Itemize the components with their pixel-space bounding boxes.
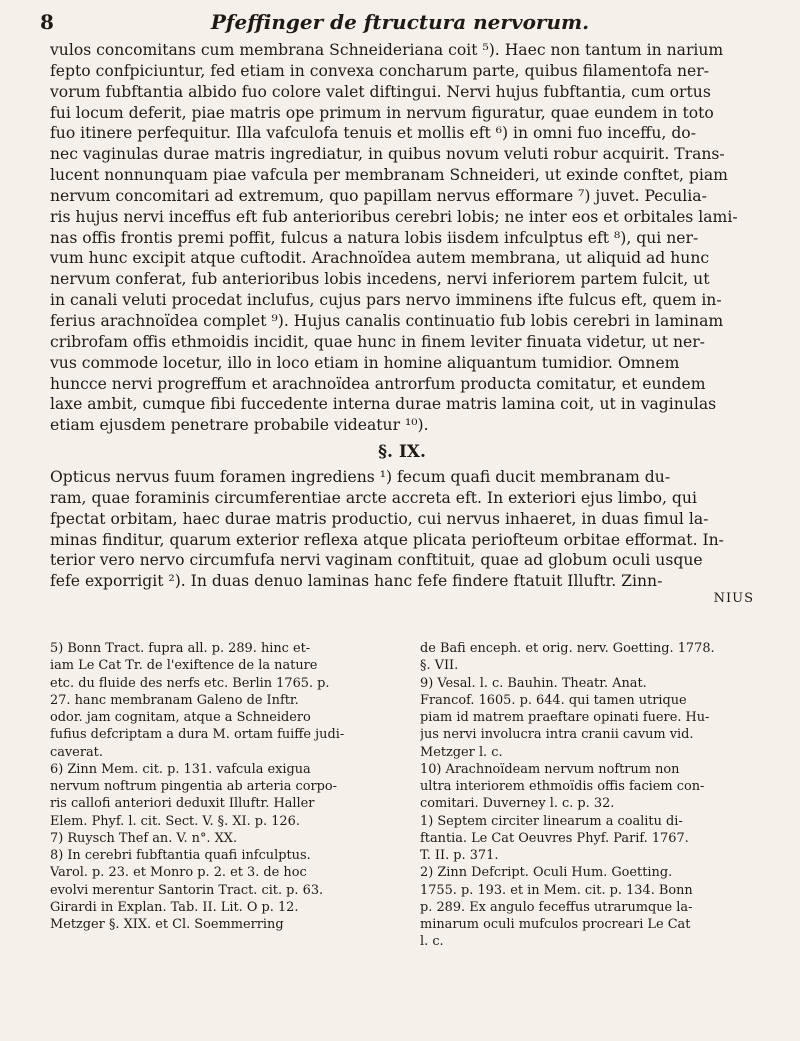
text-line: in canali veluti procedat inclufus, cujus pars nervo imminens ifte fulcus eft, quem in- xyxy=(50,291,722,310)
footnote-line: jus nervi involucra intra cranii cavum vid. xyxy=(420,727,694,743)
text-line: fuo itinere perfequitur. Illa vafculofa tenuis et mollis eft ⁶) in omni fuo inceffu, do- xyxy=(50,124,696,143)
text-line: lucent nonnunquam piae vafcula per membranam Schneideri, ut exinde conftet, piam xyxy=(50,166,728,185)
footnote-line: 27. hanc membranam Galeno de Inftr. xyxy=(50,692,299,708)
footnote-line: T. II. p. 371. xyxy=(420,848,499,863)
text-line: ris hujus nervi inceffus eft fub anterioribus cerebri lobis; ne inter eos et orbitales lami- xyxy=(50,207,738,226)
running-head: Pfeffinger de ftructura nervorum. xyxy=(210,10,590,34)
footnote-line: piam id matrem praeftare opinati fuere. Hu- xyxy=(420,710,710,725)
footnote-line: comitari. Duverney l. c. p. 32. xyxy=(420,796,615,812)
footnote-line: nervum noftrum pingentia ab arteria corpo- xyxy=(50,779,338,794)
text-line: etiam ejusdem penetrare probabile videatur ¹⁰). xyxy=(50,416,429,435)
footnote-line: 2) Zinn Defcript. Oculi Hum. Goetting. xyxy=(420,865,673,881)
footnote-line: 7) Ruysch Thef an. V. n°. XX. xyxy=(50,830,238,846)
page-number: 8 xyxy=(40,10,54,34)
footnote-line: Varol. p. 23. et Monro p. 2. et 3. de hoc xyxy=(50,865,307,881)
text-line: fepto confpiciuntur, fed etiam in convexa concharum parte, quibus filamentofa ner- xyxy=(50,61,710,80)
footnote-line: odor. jam cognitam, atque a Schneidero xyxy=(50,710,311,725)
text-line: terior vero nervo circumfufa nervi vaginam conftituit, quae ad globum oculi usque xyxy=(50,551,703,570)
text-line: vorum fubftantia albido fuo colore valet diftingui. Nervi hujus fubftantia, cum ortus xyxy=(50,82,711,101)
footnote-line: ultra interiorem ethmoïdis offis faciem con- xyxy=(420,779,705,794)
footnote-line: 1755. p. 193. et in Mem. cit. p. 134. Bonn xyxy=(420,882,693,898)
text-line: vulos concomitans cum membrana Schneideriana coit ⁵). Haec non tantum in narium xyxy=(50,41,724,59)
footnotes-left-column xyxy=(50,640,400,933)
text-line: fui locum deferit, piae matris ope primum in nervum figuratur, quae eundem in toto xyxy=(50,103,714,122)
footnote-line: 8) In cerebri fubftantia quafi infculptus. xyxy=(50,848,311,863)
text-line: nec vaginulas durae matris ingrediatur, in quibus novum veluti robur acquirit. Trans- xyxy=(50,145,725,164)
footnote-line: minarum oculi mufculos procreari Le Cat xyxy=(420,917,691,932)
text-line: vum hunc excipit atque cuftodit. Arachnoïdea autem membrana, ut aliquid ad hunc xyxy=(50,249,710,268)
text-line: huncce nervi progreffum et arachnoïdea antrorfum producta comitatur, et eundem xyxy=(50,374,706,393)
paragraph-continuation xyxy=(50,40,754,436)
footnote-line: de Bafi enceph. et orig. nerv. Goetting. 1778. xyxy=(420,641,715,656)
page-header xyxy=(0,4,800,38)
main-text xyxy=(50,40,754,606)
footnote-line: 5) Bonn Tract. fupra all. p. 289. hinc et- xyxy=(50,641,311,656)
text-line: nas offis frontis premi poffit, fulcus a natura lobis iisdem infculptus eft ⁸), qui ner- xyxy=(50,228,699,247)
footnote-line: evolvi merentur Santorin Tract. cit. p. 63. xyxy=(50,882,324,898)
text-line: cribrofam offis ethmoidis incidit, quae hunc in finem leviter finuata videtur, ut ner- xyxy=(50,332,705,351)
text-line: ram, quae foraminis circumferentiae arcte accreta eft. In exteriori ejus limbo, qui xyxy=(50,488,697,507)
text-line: Opticus nervus fuum foramen ingrediens ¹) fecum quafi ducit membranam du- xyxy=(50,468,671,487)
text-line: laxe ambit, cumque fibi fuccedente interna durae matris lamina coit, ut in vaginulas xyxy=(50,395,717,414)
text-line: minas finditur, quarum exterior reflexa atque plicata periofteum orbitae efformat. In- xyxy=(50,530,724,549)
footnote-line: caverat. xyxy=(50,744,103,760)
text-line: fpectat orbitam, haec durae matris productio, cui nervus inhaeret, in duas fimul la- xyxy=(50,509,709,528)
text-line: nervum concomitari ad extremum, quo papillam nervus efformare ⁷) juvet. Peculia- xyxy=(50,186,707,205)
footnote-line: etc. du fluide des nerfs etc. Berlin 1765. p. xyxy=(50,675,330,691)
footnote-line: p. 289. Ex angulo feceffus utrarumque la- xyxy=(420,899,693,915)
paragraph-opticus xyxy=(50,467,754,592)
footnote-line: Metzger §. XIX. et Cl. Soemmerring xyxy=(50,917,284,932)
text-line: ferius arachnoïdea complet ⁹). Hujus canalis continuatio fub lobis cerebri in laminam xyxy=(50,311,724,330)
catchword: NIUS xyxy=(713,591,754,607)
section-heading: §. IX. xyxy=(378,442,426,463)
footnote-line: Metzger l. c. xyxy=(420,744,503,760)
footnote-line: Francof. 1605. p. 644. qui tamen utrique xyxy=(420,692,687,708)
footnote-line: 6) Zinn Mem. cit. p. 131. vafcula exigua xyxy=(50,761,311,777)
footnotes-right-column xyxy=(420,640,770,951)
footnote-line: iam Le Cat Tr. de l'exiftence de la nature xyxy=(50,658,318,674)
footnote-line: 1) Septem circiter linearum a coalitu di- xyxy=(420,813,683,829)
footnote-line: ris callofi anteriori deduxit Illuftr. Haller xyxy=(50,796,315,812)
footnote-line: Girardi in Explan. Tab. II. Lit. O p. 12. xyxy=(50,899,299,915)
footnote-line: 10) Arachnoïdeam nervum noftrum non xyxy=(420,761,680,777)
text-line: vus commode locetur, illo in loco etiam in homine aliquantum tumidior. Omnem xyxy=(50,353,680,372)
text-line: fefe exporrigit ²). In duas denuo laminas hanc fefe findere ftatuit Illuftr. Zinn- xyxy=(50,572,663,591)
footnote-line: l. c. xyxy=(420,934,444,950)
footnote-line: Elem. Phyf. l. cit. Sect. V. §. XI. p. 126. xyxy=(50,813,300,829)
footnote-line: ftantia. Le Cat Oeuvres Phyf. Parif. 1767. xyxy=(420,830,689,846)
footnote-line: 9) Vesal. l. c. Bauhin. Theatr. Anat. xyxy=(420,675,647,691)
text-line: nervum conferat, fub anterioribus lobis incedens, nervi inferiorem partem fulcit, ut xyxy=(50,270,710,289)
footnote-line: §. VII. xyxy=(420,658,459,674)
footnote-line: fufius defcriptam a dura M. ortam fuiffe judi- xyxy=(50,727,345,743)
